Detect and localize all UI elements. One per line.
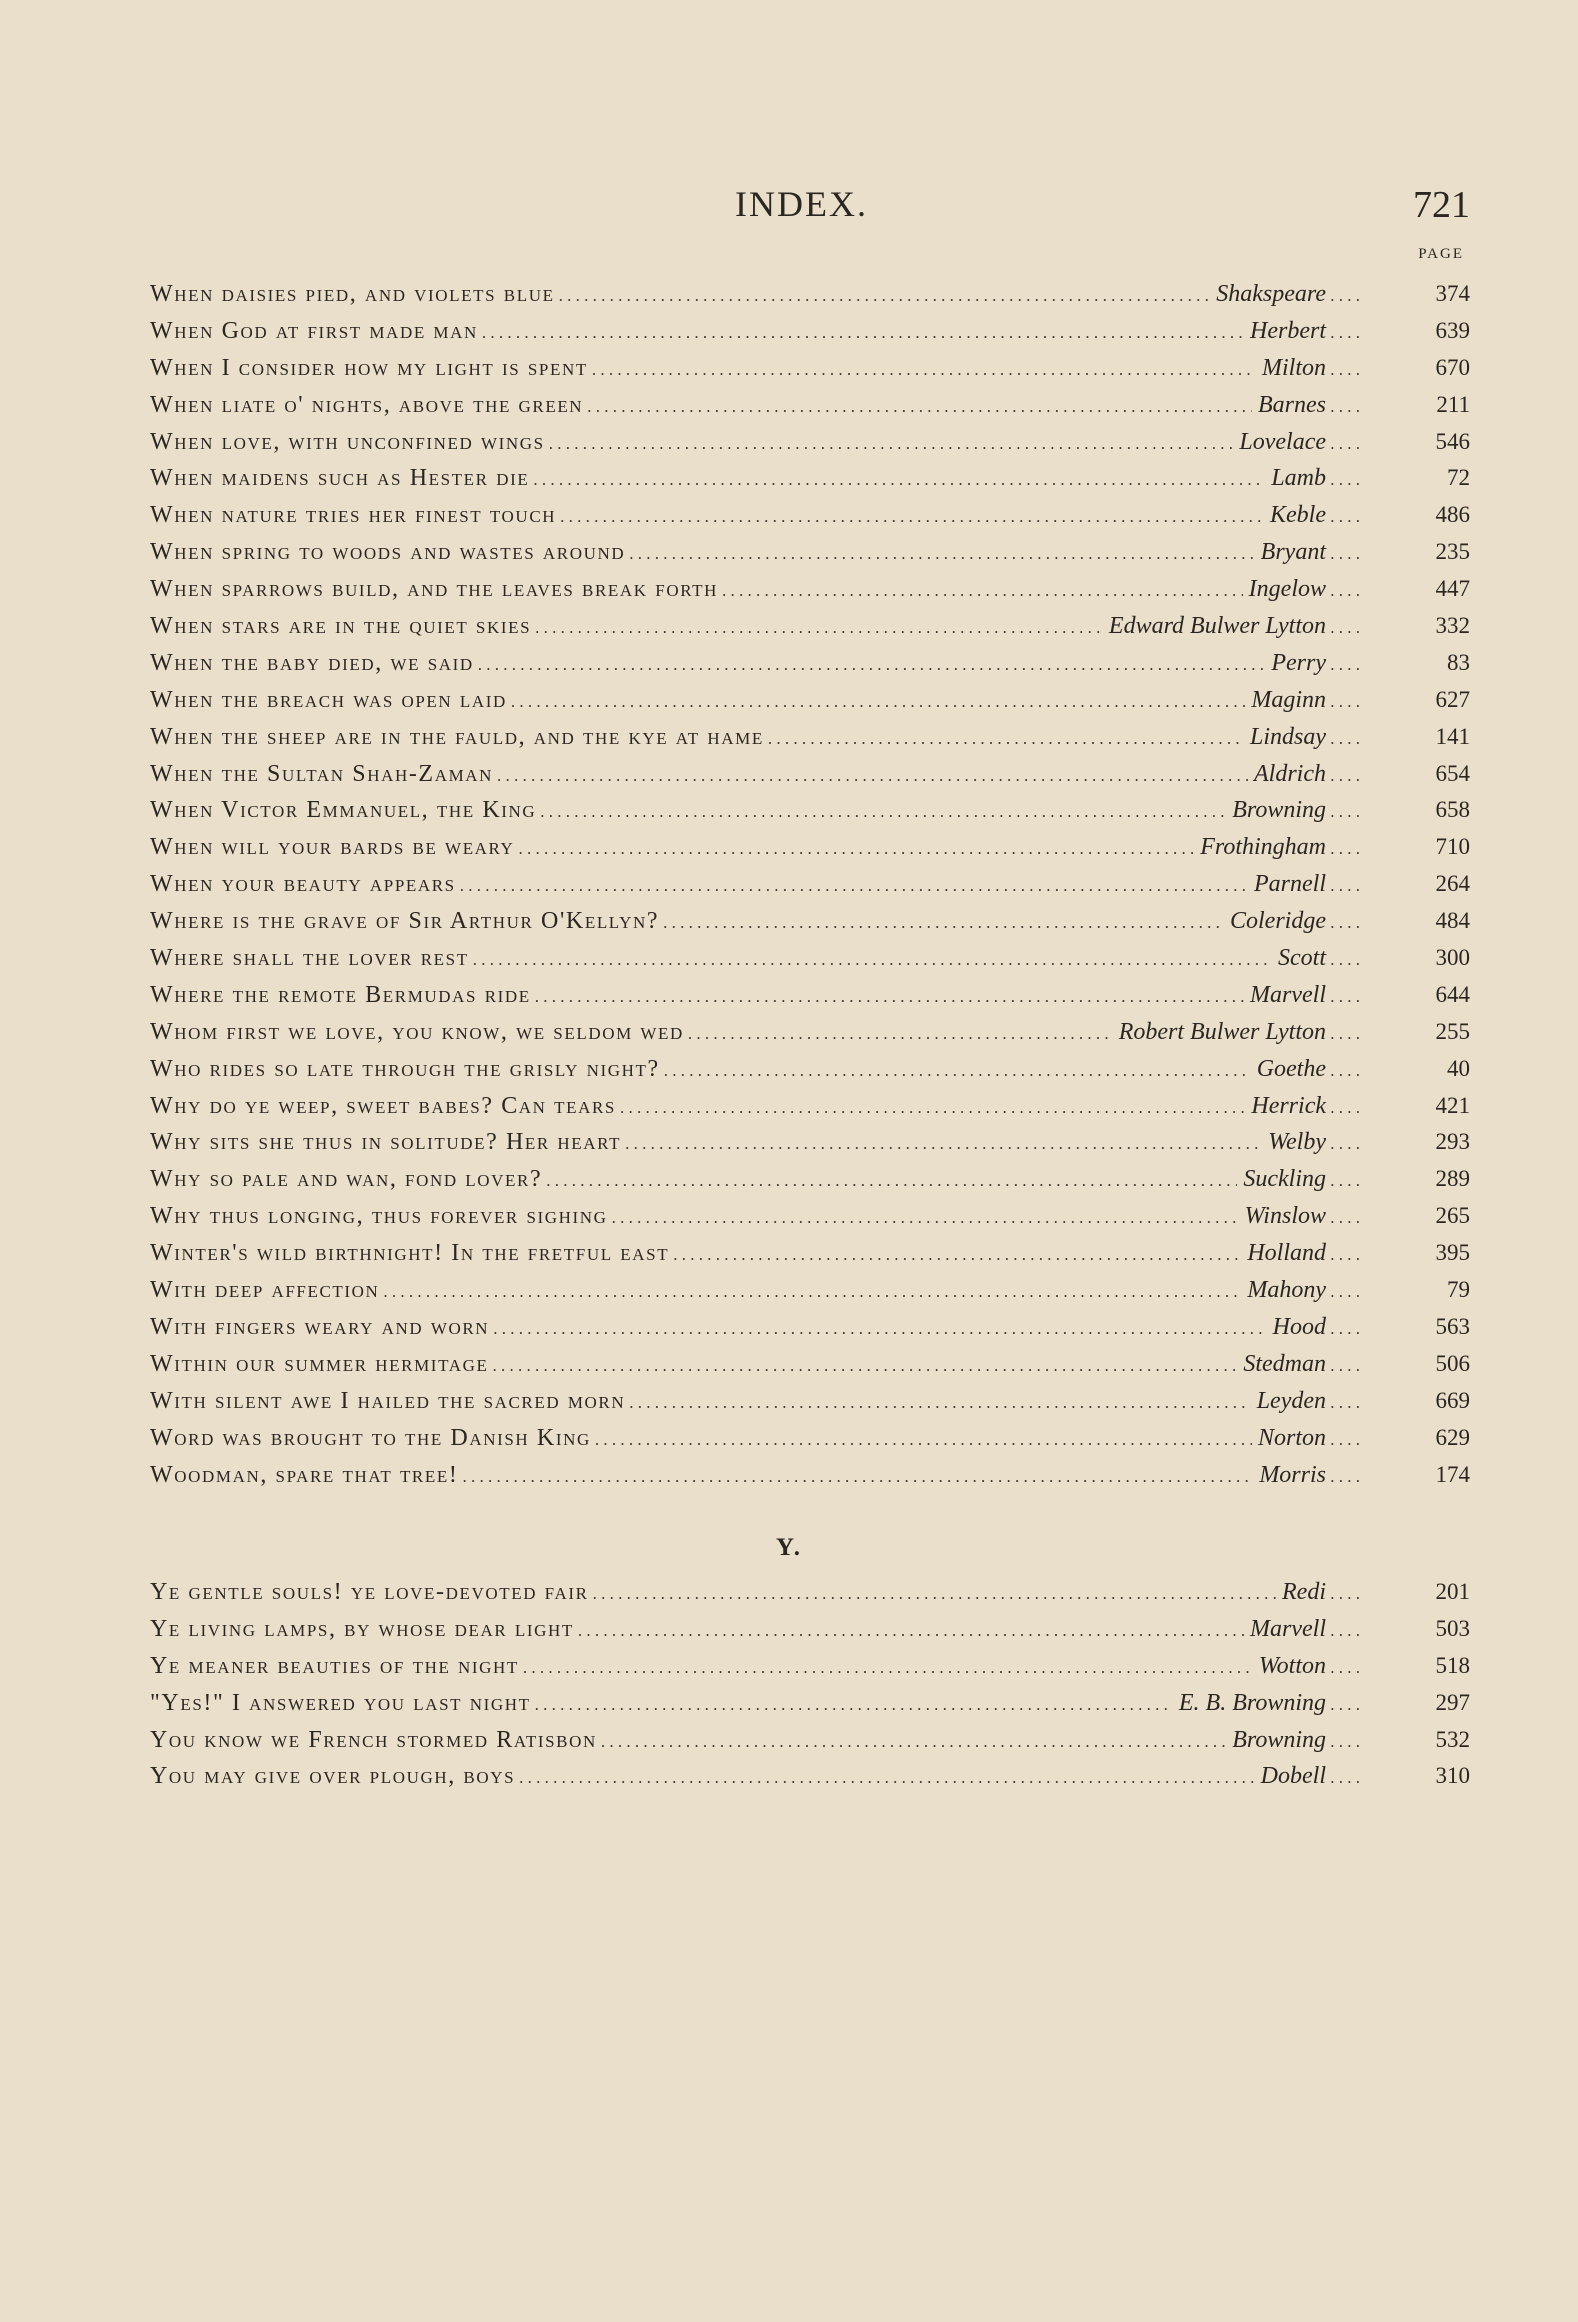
entry-page-number: 658 — [1435, 797, 1470, 823]
entry-page-number: 484 — [1435, 908, 1470, 934]
entry-author: E. B. Browning . . . . — [1173, 1685, 1360, 1724]
entry-page-number: 486 — [1435, 502, 1470, 528]
entry-author: Keble . . . . — [1264, 497, 1360, 536]
entry-page-number: 310 — [1435, 1763, 1470, 1789]
entry-author: Coleridge . . . . — [1224, 903, 1360, 942]
entry-page-number: 264 — [1435, 871, 1470, 897]
index-entry — [150, 719, 1470, 756]
entry-first-line: When the Sultan Shah-Zaman . . . — [150, 756, 1360, 795]
page-number: 721 — [1413, 184, 1470, 226]
entry-author: Wotton . . . . — [1253, 1648, 1360, 1687]
entry-author: Browning . . . . — [1226, 792, 1360, 831]
entry-first-line: Why sits she thus in solitude? Her heart . . . — [150, 1124, 1360, 1163]
entry-first-line: You know we French stormed Ratisbon . . . — [150, 1722, 1360, 1761]
entry-page-number: 670 — [1435, 354, 1470, 380]
entry-author: Norton . . . . — [1252, 1420, 1360, 1459]
index-entry — [150, 1088, 1470, 1125]
entry-first-line: Where the remote Bermudas ride . . . — [150, 977, 1360, 1016]
entry-first-line: With silent awe I hailed the sacred morn . . . — [150, 1383, 1360, 1422]
running-head — [150, 183, 1470, 233]
index-entry — [150, 1198, 1470, 1235]
index-entry — [150, 350, 1470, 387]
entry-first-line: Why so pale and wan, fond lover? . . . — [150, 1161, 1360, 1200]
index-entry — [150, 276, 1470, 313]
entry-author: Robert Bulwer Lytton . . . . — [1113, 1014, 1360, 1053]
entry-author: Ingelow . . . . — [1243, 571, 1360, 610]
index-entry — [150, 608, 1470, 645]
index-entry — [150, 1574, 1470, 1611]
entry-first-line: When sparrows build, and the leaves break forth . . . — [150, 571, 1360, 610]
entry-page-number: 669 — [1435, 1387, 1470, 1413]
entry-first-line: When your beauty appears . . . — [150, 866, 1360, 905]
entry-first-line: Word was brought to the Danish King . . . — [150, 1420, 1360, 1459]
entry-author: Herbert . . . . — [1244, 313, 1360, 352]
entry-page-number: 563 — [1435, 1313, 1470, 1339]
entry-page-number: 211 — [1436, 391, 1470, 417]
entry-first-line: When the breach was open laid . . . — [150, 682, 1360, 721]
entry-author: Lamb . . . . — [1265, 460, 1360, 499]
entry-page-number: 265 — [1435, 1203, 1470, 1229]
entry-first-line: When nature tries her finest touch . . . — [150, 497, 1360, 536]
index-entry — [150, 1685, 1470, 1722]
entry-author: Holland . . . . — [1241, 1235, 1360, 1274]
entry-page-number: 201 — [1435, 1579, 1470, 1604]
entry-author: Redi . . . . — [1276, 1574, 1360, 1613]
entry-page-number: 654 — [1435, 760, 1470, 786]
index-entry — [150, 1420, 1470, 1457]
index-entry — [150, 645, 1470, 682]
section-heading-y: Y. — [775, 1534, 802, 1561]
entry-page-number: 141 — [1435, 723, 1470, 749]
entry-author: Hood . . . . — [1267, 1309, 1360, 1348]
index-entry — [150, 460, 1470, 497]
entry-author: Milton . . . . — [1256, 350, 1360, 389]
entry-page-number: 332 — [1435, 613, 1470, 639]
entry-author: Morris . . . . — [1253, 1457, 1360, 1496]
entry-first-line: When the baby died, we said . . . — [150, 645, 1360, 684]
entry-page-number: 644 — [1435, 981, 1470, 1007]
entry-author: Dobell . . . . — [1255, 1758, 1360, 1797]
entry-author: Shakspeare . . . . — [1210, 276, 1360, 315]
index-entry — [150, 1309, 1470, 1346]
entry-first-line: You may give over plough, boys . . . — [150, 1758, 1360, 1797]
index-entry — [150, 1346, 1470, 1383]
entry-author: Frothingham . . . . — [1194, 829, 1360, 868]
entry-author: Edward Bulwer Lytton . . . . — [1103, 608, 1360, 647]
entry-author: Bryant . . . . — [1255, 534, 1360, 573]
entry-first-line: When daisies pied, and violets blue . . . — [150, 276, 1360, 315]
entry-first-line: When liate o' nights, above the green . . . — [150, 387, 1360, 426]
index-entry — [150, 1722, 1470, 1759]
entry-page-number: 40 — [1447, 1055, 1470, 1081]
entry-author: Goethe . . . . — [1251, 1051, 1360, 1090]
entry-first-line: "Yes!" I answered you last night . . . — [150, 1685, 1360, 1724]
entry-page-number: 546 — [1435, 428, 1470, 454]
index-entry — [150, 1648, 1470, 1685]
entry-first-line: With deep affection . . . — [150, 1272, 1360, 1311]
entry-first-line: When Victor Emmanuel, the King . . . — [150, 792, 1360, 831]
entry-first-line: Where is the grave of Sir Arthur O'Kellyn? . . . — [150, 903, 1360, 942]
entry-author: Lovelace . . . . — [1233, 424, 1360, 463]
index-section-w — [150, 276, 1470, 1493]
entry-first-line: Where shall the lover rest . . . — [150, 940, 1360, 979]
entry-author: Leyden . . . . — [1251, 1383, 1360, 1422]
entry-author: Lindsay . . . . — [1244, 719, 1360, 758]
entry-page-number: 518 — [1435, 1652, 1470, 1678]
index-entry — [150, 866, 1470, 903]
entry-author: Suckling . . . . — [1237, 1161, 1360, 1200]
entry-page-number: 235 — [1435, 539, 1470, 565]
entry-first-line: Ye gentle souls! ye love-devoted fair . . . — [150, 1574, 1360, 1613]
entry-page-number: 395 — [1435, 1240, 1470, 1266]
entry-page-number: 503 — [1435, 1615, 1470, 1641]
entry-author: Aldrich . . . . — [1248, 756, 1360, 795]
entry-page-number: 627 — [1435, 686, 1470, 712]
entry-page-number: 629 — [1435, 1424, 1470, 1450]
index-entry — [150, 977, 1470, 1014]
entry-author: Marvell . . . . — [1244, 977, 1360, 1016]
index-entry — [150, 1272, 1470, 1309]
index-entry — [150, 682, 1470, 719]
entry-first-line: Why do ye weep, sweet babes? Can tears . . . — [150, 1088, 1360, 1127]
entry-page-number: 421 — [1435, 1092, 1470, 1118]
entry-first-line: When God at first made man . . . — [150, 313, 1360, 352]
index-entry — [150, 903, 1470, 940]
entry-author: Barnes . . . . — [1252, 387, 1360, 426]
index-entry — [150, 792, 1470, 829]
index-entry — [150, 1611, 1470, 1648]
entry-author: Marvell . . . . — [1244, 1611, 1360, 1650]
entry-first-line: Woodman, spare that tree! . . . — [150, 1457, 1360, 1496]
entry-author: Scott . . . . — [1272, 940, 1360, 979]
index-entry — [150, 1051, 1470, 1088]
index-entry — [150, 829, 1470, 866]
index-entry — [150, 1014, 1470, 1051]
entry-page-number: 83 — [1447, 649, 1470, 675]
entry-first-line: Ye meaner beauties of the night . . . — [150, 1648, 1360, 1687]
entry-author: Stedman . . . . — [1237, 1346, 1360, 1385]
entry-author: Herrick . . . . — [1245, 1088, 1360, 1127]
entry-page-number: 639 — [1435, 317, 1470, 343]
index-entry — [150, 756, 1470, 793]
entry-author: Winslow . . . . — [1239, 1198, 1360, 1237]
entry-first-line: Winter's wild birthnight! In the fretful east . . . — [150, 1235, 1360, 1274]
entry-author: Parnell . . . . — [1248, 866, 1360, 905]
entry-first-line: When love, with unconfined wings . . . — [150, 424, 1360, 463]
entry-page-number: 710 — [1435, 834, 1470, 860]
entry-first-line: When I consider how my light is spent . . . — [150, 350, 1360, 389]
entry-first-line: When the sheep are in the fauld, and the kye at hame . . . — [150, 719, 1360, 758]
index-entry — [150, 1457, 1470, 1494]
index-entry — [150, 387, 1470, 424]
entry-page-number: 293 — [1435, 1129, 1470, 1155]
entry-first-line: With fingers weary and worn . . . — [150, 1309, 1360, 1348]
entry-page-number: 506 — [1435, 1350, 1470, 1376]
entry-page-number: 297 — [1435, 1689, 1470, 1715]
index-entry — [150, 534, 1470, 571]
entry-first-line: When maidens such as Hester die . . . — [150, 460, 1360, 499]
entry-first-line: When will your bards be weary . . . — [150, 829, 1360, 868]
index-entry — [150, 1758, 1470, 1795]
entry-first-line: Ye living lamps, by whose dear light . . . — [150, 1611, 1360, 1650]
index-entry — [150, 1124, 1470, 1161]
index-entry — [150, 1383, 1470, 1420]
page-title: INDEX. — [735, 184, 868, 224]
entry-first-line: Why thus longing, thus forever sighing . . . — [150, 1198, 1360, 1237]
entry-page-number: 374 — [1435, 281, 1470, 306]
entry-author: Welby . . . . — [1262, 1124, 1360, 1163]
index-entry — [150, 313, 1470, 350]
entry-page-number: 255 — [1435, 1018, 1470, 1044]
entry-page-number: 72 — [1447, 465, 1470, 491]
entry-first-line: Who rides so late through the grisly night? . . . — [150, 1051, 1360, 1090]
entry-first-line: Within our summer hermitage . . . — [150, 1346, 1360, 1385]
entry-page-number: 79 — [1447, 1277, 1470, 1303]
entry-page-number: 447 — [1435, 576, 1470, 602]
entry-page-number: 532 — [1435, 1726, 1470, 1752]
index-entry — [150, 1235, 1470, 1272]
entry-first-line: When stars are in the quiet skies . . . — [150, 608, 1360, 647]
entry-author: Mahony . . . . — [1241, 1272, 1360, 1311]
index-entry — [150, 1161, 1470, 1198]
index-entry — [150, 424, 1470, 461]
page-column-label: PAGE — [1418, 246, 1464, 262]
index-entry — [150, 940, 1470, 977]
entry-author: Browning . . . . — [1226, 1722, 1360, 1761]
entry-page-number: 289 — [1435, 1166, 1470, 1192]
index-entry — [150, 497, 1470, 534]
entry-first-line: Whom first we love, you know, we seldom wed . . . — [150, 1014, 1360, 1053]
entry-page-number: 174 — [1435, 1461, 1470, 1487]
entry-author: Perry . . . . — [1265, 645, 1360, 684]
index-section-y — [150, 1574, 1470, 1795]
entry-author: Maginn . . . . — [1245, 682, 1360, 721]
entry-page-number: 300 — [1435, 945, 1470, 971]
entry-first-line: When spring to woods and wastes around . . . — [150, 534, 1360, 573]
index-entry — [150, 571, 1470, 608]
